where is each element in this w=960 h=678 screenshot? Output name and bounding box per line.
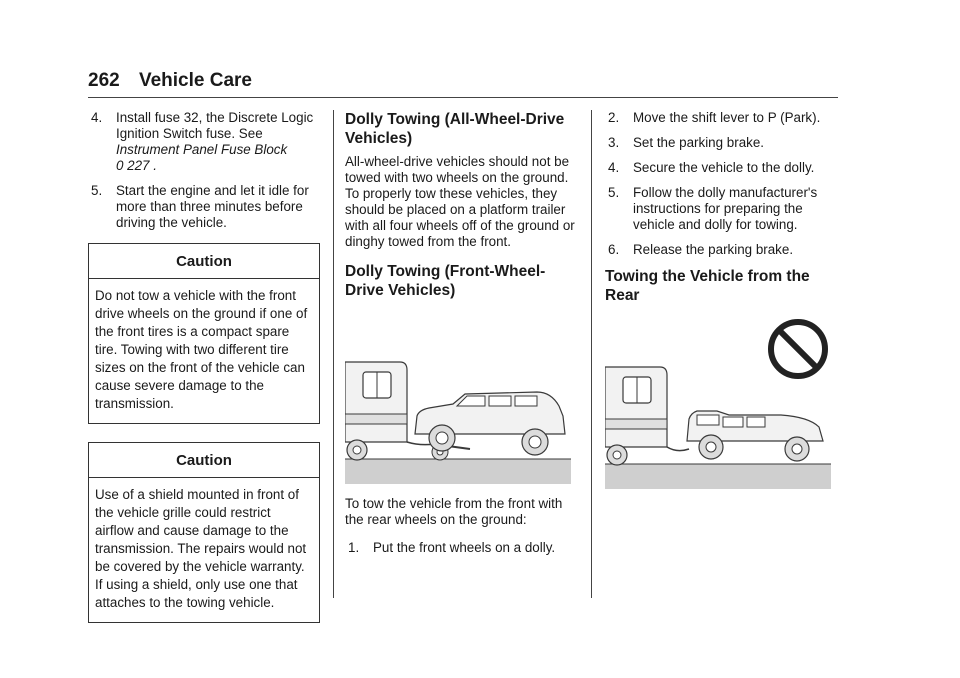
step-number: 4. (608, 160, 620, 175)
step-number: 6. (608, 242, 620, 257)
paragraph-awd: All-wheel-drive vehicles should not be towed with two wheels on the ground. To properly tow these vehicles, they should be placed on a platform trailer with all four wheels off of the ground or dinghy towed from the front. (345, 154, 575, 249)
column-3 (605, 110, 837, 501)
step-text: Set the parking brake. (633, 135, 765, 150)
step-text: Start the engine and let it idle for more than three minutes before driving the vehicle. (116, 183, 309, 230)
step-number: 2. (608, 110, 620, 125)
step-5b (605, 185, 837, 233)
step-4b (605, 160, 837, 176)
page-number: 262 (88, 70, 120, 91)
column-divider-2 (591, 110, 592, 598)
page-header (88, 70, 252, 92)
caution-box-1 (88, 243, 320, 424)
column-2 (345, 110, 578, 565)
step-2 (605, 110, 837, 126)
page-reference[interactable]: 0 227 . (116, 158, 157, 173)
motorhome-icon (345, 362, 407, 460)
step-text: Follow the dolly manufacturer's instructions for preparing the vehicle and dolly for towing. (633, 185, 818, 232)
step-number: 5. (608, 185, 620, 200)
caution-title: Caution (89, 443, 319, 478)
road-surface (345, 459, 571, 484)
illustration-dolly-tow (345, 314, 571, 484)
heading-dolly-fwd: Dolly Towing (Front-Wheel-Drive Vehicles) (345, 263, 546, 299)
cross-reference-link[interactable]: Instrument Panel Fuse Block (116, 142, 288, 157)
caution-body: Do not tow a vehicle with the front drive wheels on the ground if one of the front tires is a compact spare tire. Towing with two different tire sizes on the front of the vehicle can cause severe damage to the transmission. (95, 288, 308, 411)
step-text: Release the parking brake. (633, 242, 794, 257)
header-rule (88, 97, 838, 98)
column-divider-1 (333, 110, 334, 598)
dolly-tow-drawing (345, 314, 571, 484)
rear-tow-drawing (605, 319, 831, 489)
step-3 (605, 135, 837, 151)
step-text: Move the shift lever to P (Park). (633, 110, 821, 125)
caution-title: Caution (89, 244, 319, 279)
suv-icon (687, 411, 823, 461)
heading-dolly-awd: Dolly Towing (All-Wheel-Drive Vehicles) (345, 111, 565, 147)
paragraph-fwd: To tow the vehicle from the front with the rear wheels on the ground: (345, 496, 563, 527)
heading-tow-rear: Towing the Vehicle from the Rear (605, 268, 810, 304)
column-1 (88, 110, 320, 623)
caution-box-2 (88, 442, 320, 623)
step-number: 1. (348, 540, 360, 555)
caution-body: Use of a shield mounted in front of the vehicle grille could restrict airflow and cause damage to the transmission. The repairs would not be covered by the vehicle warranty. If using a shield, only use one that attaches to the towing vehicle. (95, 487, 307, 610)
motorhome-icon (605, 367, 667, 465)
suv-icon (415, 392, 565, 455)
section-title: Vehicle Care (138, 70, 253, 91)
step-5 (88, 183, 320, 231)
prohibition-icon (771, 322, 825, 376)
step-number: 4. (91, 110, 103, 125)
illustration-rear-tow-prohibited (605, 319, 831, 489)
step-4 (88, 110, 320, 174)
step-text: Put the front wheels on a dolly. (373, 540, 556, 555)
step-text: Secure the vehicle to the dolly. (633, 160, 815, 175)
step-text: Install fuse 32, the Discrete Logic Ignition Switch fuse. See (116, 110, 314, 141)
road-surface (605, 464, 831, 489)
step-6 (605, 242, 837, 258)
step-1 (345, 540, 578, 556)
step-number: 5. (91, 183, 103, 198)
step-number: 3. (608, 135, 620, 150)
